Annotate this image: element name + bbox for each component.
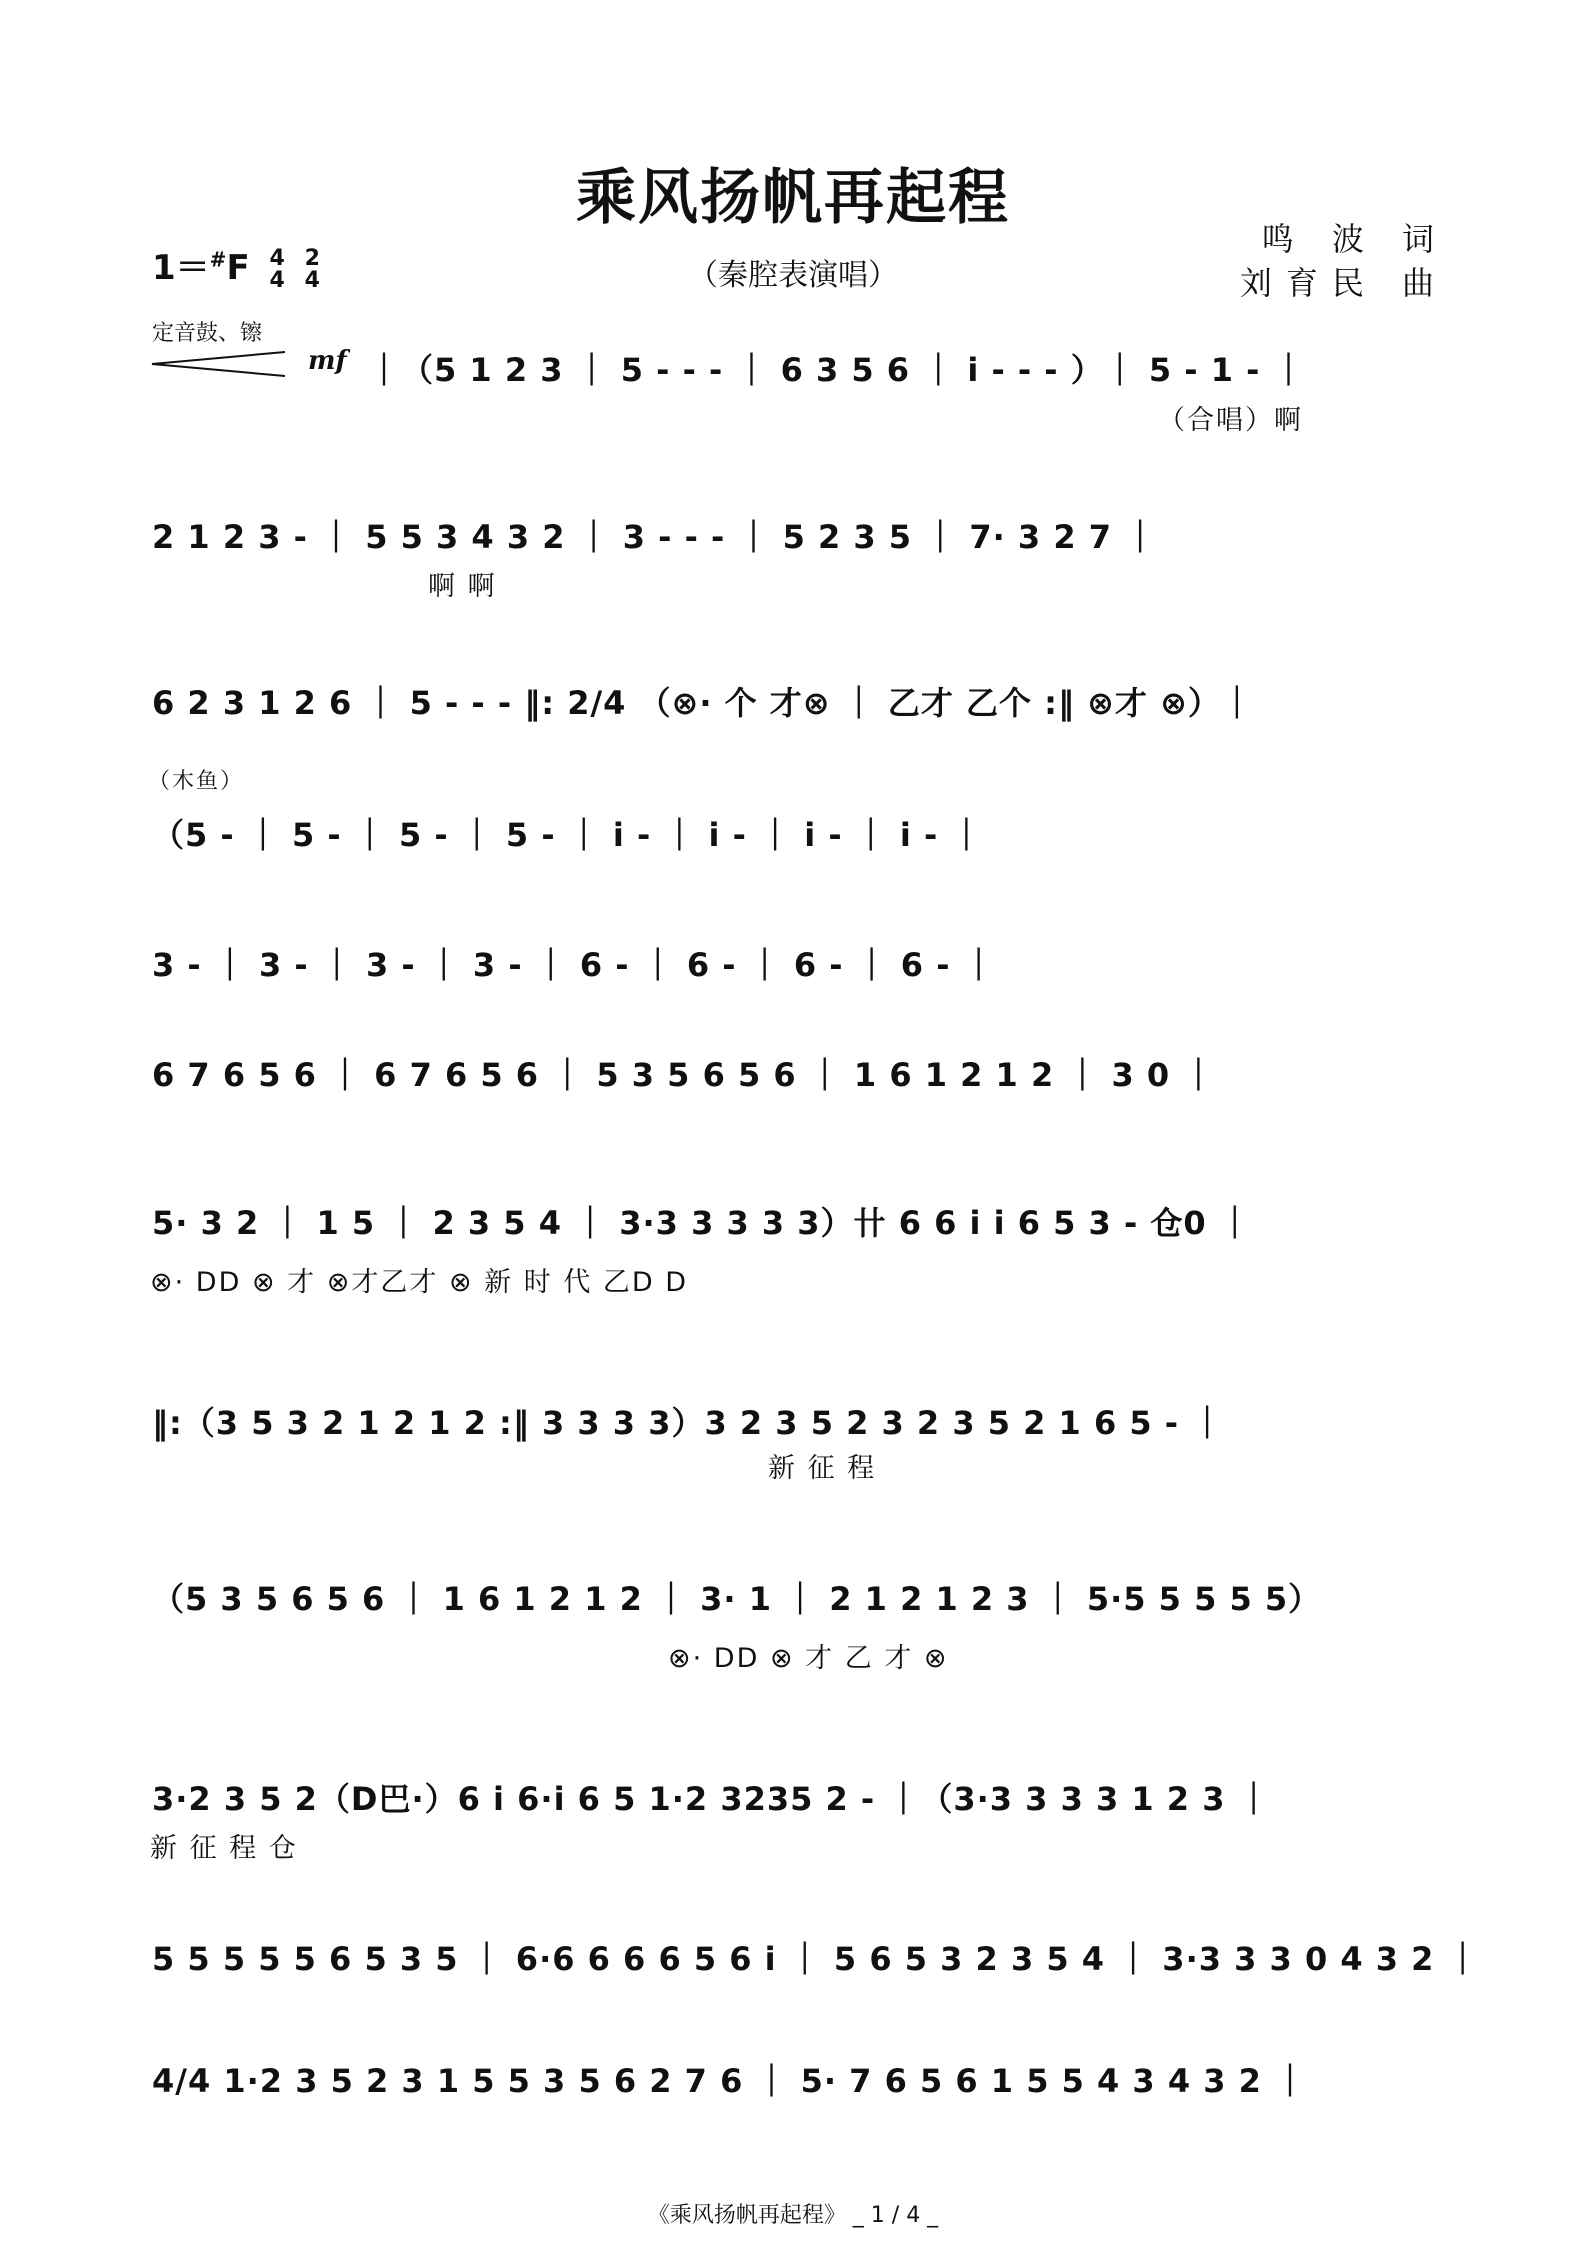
ts-bottom: 4 <box>304 267 320 293</box>
score-system-5: 3 - ｜ 3 - ｜ 3 - ｜ 3 - ｜ 6 - ｜ 6 - ｜ 6 - ｜ 6 - ｜ <box>152 946 996 984</box>
ts-top: 2 <box>304 245 320 271</box>
score-system-6: 6 7 6 5 6 ｜ 6 7 6 5 6 ｜ 5 3 5 6 5 6 ｜ 1 6 1 2 1 2 ｜ 3 0 ｜ <box>152 1056 1216 1094</box>
lyricist-credit: 鸣 波 词 <box>1261 220 1448 258</box>
score-system-10: 3·2 3 5 2（D巴·）6 i 6·i 6 5 1·2 3235 2 - ｜（3·3 3 3 3 1 2 3 ｜ <box>152 1780 1271 1818</box>
score-system-9: （5 3 5 6 5 6 ｜ 1 6 1 2 1 2 ｜ 3· 1 ｜ 2 1 2 1 2 3 ｜ 5·5 5 5 5 5） <box>152 1580 1322 1618</box>
woodblock-label: （木鱼） <box>148 769 245 794</box>
score-system-8: ‖:（3 5 3 2 1 2 1 2 :‖ 3 3 3 3）3 2 3 5 2 3 2 3 5 2 1 6 5 - ｜ <box>152 1404 1225 1442</box>
lyric-line-8: 新 征 程 <box>768 1453 877 1484</box>
subtitle: （秦腔表演唱） <box>688 258 898 293</box>
ts-top: 4 <box>269 245 285 271</box>
instrument-label: 定音鼓、镲 <box>152 321 263 346</box>
lyric-line-9: ⊗· DD ⊗ 才 乙 才 ⊗ <box>668 1643 949 1674</box>
dynamic-marking: mf <box>308 346 347 376</box>
score-system-12: 4/4 1·2 3 5 2 3 1 5 5 3 5 6 2 7 6 ｜ 5· 7 6 5 6 1 5 5 4 3 4 3 2 ｜ <box>152 2062 1308 2100</box>
crescendo-hairpin <box>152 352 285 376</box>
score-system-2: 2 1 2 3 - ｜ 5 5 3 4 3 2 ｜ 3 - - - ｜ 5 2 3 5 ｜ 7· 3 2 7 ｜ <box>152 518 1158 556</box>
page-footer: 《乘风扬帆再起程》 _ 1 / 4 _ <box>647 2203 939 2228</box>
lyric-line-10: 新 征 程 仓 <box>150 1833 298 1864</box>
score-system-7: 5· 3 2 ｜ 1 5 ｜ 2 3 5 4 ｜ 3·3 3 3 3 3）卄 6 6 i i 6 5 3 - 仓0 ｜ <box>152 1204 1252 1242</box>
key-prefix: 1＝ <box>152 248 210 288</box>
lyric-line-2: 啊 啊 <box>428 571 497 602</box>
sharp-sign: # <box>209 247 227 272</box>
score-system-1: ｜（5 1 2 3 ｜ 5 - - - ｜ 6 3 5 6 ｜ i - - - ）｜ 5 - 1 - ｜ <box>368 351 1306 389</box>
ts-bottom: 4 <box>269 267 285 293</box>
score-system-11: 5 5 5 5 5 6 5 3 5 ｜ 6·6 6 6 6 5 6 i ｜ 5 6 5 3 2 3 5 4 ｜ 3·3 3 3 0 4 3 2 ｜ <box>152 1940 1480 1978</box>
key-note: F <box>226 248 250 288</box>
lyric-line-7: ⊗· DD ⊗ 才 ⊗才乙才 ⊗ 新 时 代 乙D D <box>150 1267 689 1298</box>
page-title: 乘风扬帆再起程 <box>576 163 1010 233</box>
composer-credit: 刘育民 曲 <box>1239 264 1448 302</box>
score-system-3: 6 2 3 1 2 6 ｜ 5 - - - ‖: 2/4 （⊗· 个 才⊗ ｜ 乙才 乙个 :‖ ⊗才 ⊗）｜ <box>152 684 1254 722</box>
lyric-line-1: （合唱）啊 <box>1158 405 1303 436</box>
score-system-4: （5 - ｜ 5 - ｜ 5 - ｜ 5 - ｜ i - ｜ i - ｜ i - ｜ i - ｜ <box>152 816 984 854</box>
